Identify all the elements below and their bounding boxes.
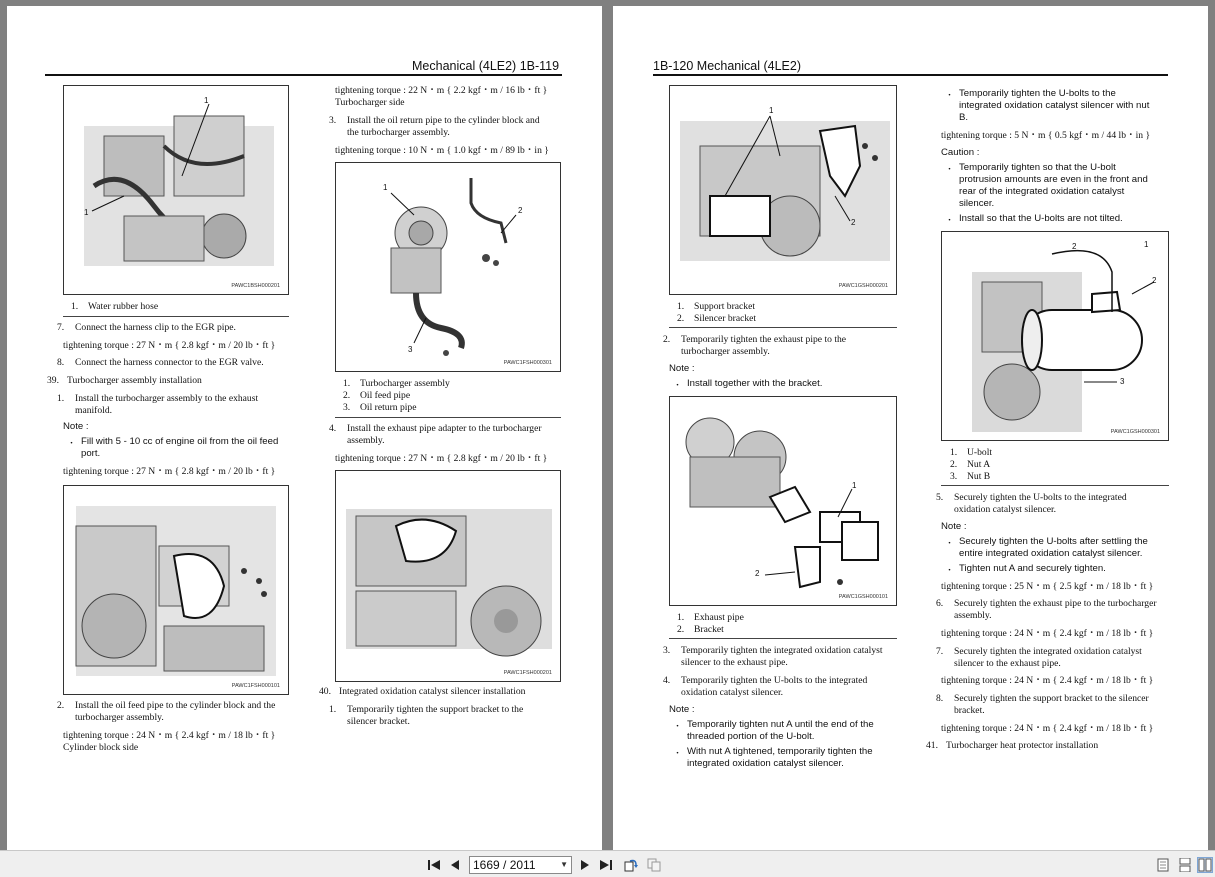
bullet-dot: ・ xyxy=(945,565,955,575)
caption-num: 1. xyxy=(677,301,685,312)
figure-u-bolt xyxy=(941,231,1169,441)
caption-text: Nut B xyxy=(967,471,991,482)
caption-rule xyxy=(63,316,289,317)
prev-page-icon[interactable] xyxy=(447,857,463,873)
note-text-cont: threaded portion of the U-bolt. xyxy=(687,731,815,742)
callout-3: 3 xyxy=(1120,377,1125,386)
next-page-icon[interactable] xyxy=(577,857,593,873)
step-text-cont: B. xyxy=(959,112,969,123)
step-text-cont: silencer to the exhaust pipe. xyxy=(954,658,1061,669)
step-num: 3. xyxy=(663,645,671,656)
caution-text-cont: rear of the integrated oxidation catalyst xyxy=(959,186,1125,197)
callout-1: 1 xyxy=(383,183,388,192)
torque-spec: tightening torque : 27 N・m { 2.8 kgf・m / 20 lb・ft } xyxy=(63,340,276,351)
torque-spec: tightening torque : 25 N・m { 2.5 kgf・m / 18 lb・ft } xyxy=(941,581,1154,592)
caption-text: Water rubber hose xyxy=(88,301,159,312)
bullet-dot: ・ xyxy=(67,438,77,448)
caption-text: Oil feed pipe xyxy=(360,390,411,401)
note-text: Temporarily tighten nut A until the end of the xyxy=(687,719,874,730)
step-text-cont: turbocharger assembly. xyxy=(75,712,164,723)
callout-2a: 2 xyxy=(1072,242,1077,251)
caption-text: Exhaust pipe xyxy=(694,612,744,623)
step-text-cont: the turbocharger assembly. xyxy=(347,127,450,138)
step-text-cont: bracket. xyxy=(954,705,985,716)
section-title: Turbocharger assembly installation xyxy=(67,375,202,386)
step-text-cont: assembly. xyxy=(347,435,385,446)
two-page-icon[interactable] xyxy=(1197,857,1213,873)
note-text-cont: entire integrated oxidation catalyst silencer. xyxy=(959,548,1143,559)
torque-spec: tightening torque : 24 N・m { 2.4 kgf・m / 18 lb・ft } xyxy=(941,675,1154,686)
figure-code: PAWC1GSH000101 xyxy=(838,594,888,600)
step-text: Install the exhaust pipe adapter to the turbocharger xyxy=(347,423,542,434)
figure-water-hose xyxy=(63,85,289,295)
callout-2b: 2 xyxy=(1152,276,1157,285)
step-text: Install the oil return pipe to the cylinder block and xyxy=(347,115,540,126)
callout-1: 1 xyxy=(852,481,857,490)
caption-text: Bracket xyxy=(694,624,724,635)
step-text: Install the oil feed pipe to the cylinder block and the xyxy=(75,700,276,711)
callout-2: 2 xyxy=(518,206,523,215)
step-num: 7. xyxy=(936,646,944,657)
step-num: 2. xyxy=(57,700,65,711)
note-text: With nut A tightened, temporarily tighten the xyxy=(687,746,873,757)
step-text-cont: manifold. xyxy=(75,405,113,416)
caution-text: Install so that the U-bolts are not tilted. xyxy=(959,213,1123,224)
step-text: Securely tighten the integrated oxidation catalyst xyxy=(954,646,1142,657)
callout-2: 2 xyxy=(851,218,856,227)
step-num: 8. xyxy=(936,693,944,704)
single-page-icon[interactable] xyxy=(1155,857,1171,873)
bullet-dot: ・ xyxy=(945,90,955,100)
page-header: Mechanical (4LE2) 1B-119 xyxy=(412,59,560,73)
caption-num: 1. xyxy=(950,447,958,458)
step-text-cont: integrated oxidation catalyst silencer with nut xyxy=(959,100,1150,111)
figure-turbo-mount xyxy=(63,485,289,695)
exhaust-illustration xyxy=(670,397,897,606)
torque-spec: tightening torque : 27 N・m { 2.8 kgf・m / 20 lb・ft } xyxy=(335,453,548,464)
page-left xyxy=(7,6,602,850)
caption-rule xyxy=(669,638,897,639)
engine-illustration xyxy=(670,86,897,295)
engine-illustration xyxy=(336,471,561,682)
engine-illustration xyxy=(64,86,289,295)
bullet-dot: ・ xyxy=(673,721,683,731)
step-num: 1. xyxy=(329,704,337,715)
engine-illustration xyxy=(64,486,289,695)
rotate-icon[interactable] xyxy=(623,857,639,873)
step-text-cont: silencer bracket. xyxy=(347,716,410,727)
step-text: Securely tighten the support bracket to the silencer xyxy=(954,693,1149,704)
step-num: 6. xyxy=(936,598,944,609)
section-num: 39. xyxy=(47,375,59,386)
bullet-dot: ・ xyxy=(945,164,955,174)
caption-num: 1. xyxy=(677,612,685,623)
caption-text: Nut A xyxy=(967,459,991,470)
page-header: 1B-120 Mechanical (4LE2) xyxy=(653,59,801,73)
caption-num: 3. xyxy=(950,471,958,482)
header-rule xyxy=(653,74,1168,76)
note-text: Tighten nut A and securely tighten. xyxy=(959,563,1106,574)
callout-1: 1 xyxy=(769,106,774,115)
section-num: 40. xyxy=(319,686,331,697)
figure-code: PAWC1GSH000201 xyxy=(838,283,888,289)
figure-code: PAWC1FSH000201 xyxy=(503,670,552,676)
step-text: Temporarily tighten the integrated oxidation catalyst xyxy=(681,645,883,656)
step-text: Temporarily tighten the U-bolts to the xyxy=(959,88,1116,99)
bullet-dot: ・ xyxy=(673,380,683,390)
silencer-illustration xyxy=(942,232,1169,441)
note-text-cont: integrated oxidation catalyst silencer. xyxy=(687,758,844,769)
continuous-icon[interactable] xyxy=(1177,857,1193,873)
torque-note: Cylinder block side xyxy=(63,742,139,753)
step-text-cont: silencer to the exhaust pipe. xyxy=(681,657,788,668)
last-page-icon[interactable] xyxy=(598,857,614,873)
caption-text: Support bracket xyxy=(694,301,756,312)
step-text-cont: oxidation catalyst silencer. xyxy=(954,504,1057,515)
step-text: Temporarily tighten the U-bolts to the integrated xyxy=(681,675,868,686)
bullet-dot: ・ xyxy=(945,538,955,548)
chevron-down-icon[interactable]: ▼ xyxy=(560,860,568,869)
section-num: 41. xyxy=(926,740,938,751)
step-text: Securely tighten the U-bolts to the integrated xyxy=(954,492,1127,503)
copy-icon[interactable] xyxy=(646,857,662,873)
step-text-cont: assembly. xyxy=(954,610,992,621)
torque-spec: tightening torque : 10 N・m { 1.0 kgf・m / 89 lb・in } xyxy=(335,145,549,156)
note-text: Install together with the bracket. xyxy=(687,378,823,389)
step-num: 7. xyxy=(57,322,65,333)
torque-spec: tightening torque : 22 N・m { 2.2 kgf・m / 16 lb・ft } xyxy=(335,85,548,96)
caution-text-cont: protrusion amounts are even in the front and xyxy=(959,174,1148,185)
caption-rule xyxy=(669,327,897,328)
section-title: Integrated oxidation catalyst silencer installation xyxy=(339,686,526,697)
section-title: Turbocharger heat protector installation xyxy=(946,740,1099,751)
figure-code: PAWC1FSH000101 xyxy=(231,683,280,689)
torque-note: Turbocharger side xyxy=(335,97,405,108)
caption-text: U-bolt xyxy=(967,447,993,458)
figure-exhaust-pipe xyxy=(669,396,897,606)
step-text: Temporarily tighten the exhaust pipe to the xyxy=(681,334,847,345)
step-text-cont: oxidation catalyst silencer. xyxy=(681,687,784,698)
page-indicator: 1669 / 2011 xyxy=(473,858,536,872)
torque-spec: tightening torque : 27 N・m { 2.8 kgf・m / 20 lb・ft } xyxy=(63,466,276,477)
callout-3: 3 xyxy=(408,345,413,354)
step-text: Connect the harness connector to the EGR valve. xyxy=(75,357,264,368)
caution-text-cont: silencer. xyxy=(959,198,995,209)
caption-num: 3. xyxy=(343,402,351,413)
callout-1: 1 xyxy=(1144,240,1149,249)
step-num: 3. xyxy=(329,115,337,126)
figure-exhaust-adapter xyxy=(335,470,561,682)
step-num: 8. xyxy=(57,357,65,368)
note-label: Note : xyxy=(941,521,967,532)
figure-support-bracket xyxy=(669,85,897,295)
figure-code: PAWC1FSH000301 xyxy=(503,360,552,366)
caption-num: 2. xyxy=(677,624,685,635)
note-text: Securely tighten the U-bolts after settling the xyxy=(959,536,1148,547)
figure-turbo-pipes xyxy=(335,162,561,372)
note-text-cont: port. xyxy=(81,448,101,459)
step-num: 1. xyxy=(57,393,65,404)
figure-code: PAWC1GSH000301 xyxy=(1110,429,1160,435)
caution-text: Temporarily tighten so that the U-bolt xyxy=(959,162,1116,173)
caution-label: Caution : xyxy=(941,147,980,158)
torque-spec: tightening torque : 24 N・m { 2.4 kgf・m / 18 lb・ft } xyxy=(941,723,1154,734)
step-num: 4. xyxy=(663,675,671,686)
page-right xyxy=(613,6,1208,850)
bullet-dot: ・ xyxy=(945,215,955,225)
first-page-icon[interactable] xyxy=(426,857,442,873)
note-text: Fill with 5 - 10 cc of engine oil from the oil feed xyxy=(81,436,279,447)
step-num: 4. xyxy=(329,423,337,434)
navigation-toolbar xyxy=(0,850,1215,877)
note-label: Note : xyxy=(63,421,89,432)
figure-code: PAWC1BSH000201 xyxy=(231,283,280,289)
note-label: Note : xyxy=(669,363,695,374)
caption-text: Turbocharger assembly xyxy=(360,378,450,389)
caption-text: Oil return pipe xyxy=(360,402,417,413)
caption-num: 2. xyxy=(677,313,685,324)
torque-spec: tightening torque : 5 N・m { 0.5 kgf・m / 44 lb・in } xyxy=(941,130,1151,141)
caption-text: Silencer bracket xyxy=(694,313,757,324)
turbo-illustration xyxy=(336,163,561,372)
step-text: Install the turbocharger assembly to the exhaust xyxy=(75,393,259,404)
callout-1b: 1 xyxy=(84,208,89,217)
caption-rule xyxy=(335,417,561,418)
header-rule xyxy=(45,74,562,76)
bullet-dot: ・ xyxy=(673,748,683,758)
step-num: 5. xyxy=(936,492,944,503)
step-text-cont: turbocharger assembly. xyxy=(681,346,770,357)
caption-num: 2. xyxy=(343,390,351,401)
step-text: Connect the harness clip to the EGR pipe. xyxy=(75,322,236,333)
caption-rule xyxy=(941,485,1169,486)
caption-num: 1. xyxy=(71,301,79,312)
step-text: Temporarily tighten the support bracket to the xyxy=(347,704,524,715)
torque-spec: tightening torque : 24 N・m { 2.4 kgf・m / 18 lb・ft } xyxy=(63,730,276,741)
note-label: Note : xyxy=(669,704,695,715)
page-number-input[interactable] xyxy=(469,856,572,874)
callout-1a: 1 xyxy=(204,96,209,105)
step-text: Securely tighten the exhaust pipe to the turbocharger xyxy=(954,598,1157,609)
torque-spec: tightening torque : 24 N・m { 2.4 kgf・m / 18 lb・ft } xyxy=(941,628,1154,639)
callout-2: 2 xyxy=(755,569,760,578)
caption-num: 2. xyxy=(950,459,958,470)
step-num: 2. xyxy=(663,334,671,345)
caption-num: 1. xyxy=(343,378,351,389)
